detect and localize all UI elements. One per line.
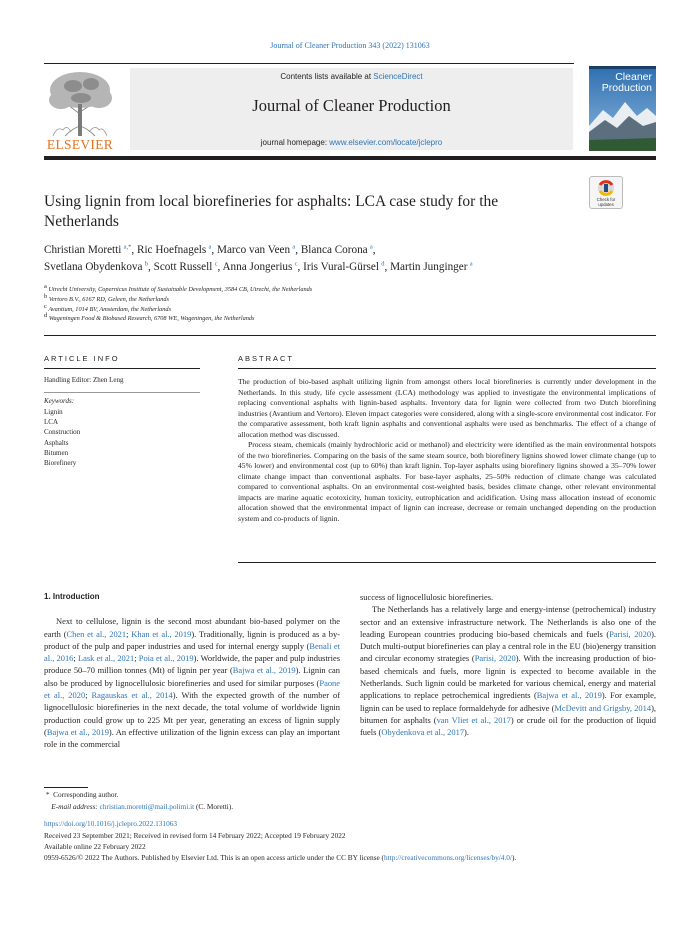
available-online-date: Available online 22 February 2022 — [44, 842, 146, 851]
abstract-divider-top — [238, 368, 656, 369]
cover-title-line2: Production — [601, 82, 652, 94]
masthead-divider — [44, 63, 574, 64]
affiliation-item: c Avantium, 1014 BV, Amsterdam, the Netherlands — [44, 302, 172, 313]
author-affiliation-marker[interactable]: a — [469, 260, 473, 268]
email-label: E-mail address: — [51, 802, 100, 811]
author[interactable]: Martin Junginger $^a$ — [390, 260, 473, 273]
citation-link[interactable]: Khan et al., 2019 — [131, 628, 192, 639]
keywords-heading: Keywords: — [44, 397, 75, 405]
contents-prefix: Contents lists available at — [280, 72, 374, 81]
citation-link[interactable]: Bajwa et al., 2019 — [536, 690, 602, 701]
citation-link[interactable]: Ragauskas et al., 2014 — [91, 690, 173, 701]
footnote-divider — [44, 787, 88, 788]
affiliation-item: a Utrecht University, Copernicus Institute of Sustainable Development, 3584 CB, Utrecht, the Netherlands — [44, 282, 313, 293]
license-statement: 0959-6526/© 2022 The Authors. Published by Elsevier Ltd. This is an open access article under the CC BY license (http://creativecommons.org/licenses/by/4.0/). — [44, 853, 517, 862]
article-info-divider — [44, 368, 200, 369]
elsevier-wordmark: ELSEVIER — [46, 137, 114, 152]
keyword-item: Construction — [44, 428, 81, 437]
contents-available-line — [130, 72, 573, 81]
article-info-divider — [44, 392, 200, 393]
body-paragraph: The Netherlands has a relatively large and energy-intense (petrochemical) industry sector and an extensive infrastructure network. The Netherlands is also one of the leading European countries producing bio-based chemicals and fuels (Parisi, 2020). Dutch multi-output biorefineries can play a central role in the EU (bio)energy transition and circular economy strategies (Parisi, 2020). With the increasing production of bio-based chemicals and fuels, more lignin is expected to become available in the Netherlands. Such lignin could be marketed for various chemical, energy and material applications to replace petrochemical ingredients (Bajwa et al., 2019). For example, lignin can be used to replace formaldehyde for adhesive (McDevitt and Grigsby, 2014), bitumen for asphalts (van Vliet et al., 2017) or crude oil for the production of liquid fuels (Obydenkova et al., 2017). — [360, 604, 657, 738]
check-for-updates-badge[interactable] — [589, 176, 623, 209]
keyword-item: Lignin — [44, 408, 63, 416]
article-title: Using lignin from local biorefineries for asphalts: LCA case study for the Netherlands — [44, 193, 499, 230]
author[interactable]: Blanca Corona $^a$ — [300, 243, 373, 256]
author[interactable]: Svetlana Obydenkova $^b$ — [44, 260, 148, 273]
affiliation-item: b Vertoro B.V., 6167 RD, Geleen, the Netherlands — [44, 292, 169, 303]
citation-link[interactable]: Poia et al., 2019 — [138, 653, 194, 664]
journal-homepage-line — [130, 138, 573, 147]
cover-title — [589, 72, 656, 94]
citation-link[interactable]: Parisi, 2020 — [474, 653, 516, 664]
doi-link[interactable]: https://doi.org/10.1016/j.jclepro.2022.131063 — [44, 819, 178, 828]
author-affiliation-marker[interactable]: b — [144, 260, 148, 268]
cover-title-line1: Cleaner — [615, 71, 652, 83]
journal-homepage-link[interactable]: www.elsevier.com/locate/jclepro — [329, 138, 443, 147]
article-info-heading: ARTICLE INFO — [44, 354, 120, 363]
author[interactable]: Scott Russell $^c$ — [153, 260, 218, 273]
handling-editor: Handling Editor: Zhen Leng — [44, 376, 124, 384]
body-column-left — [44, 591, 340, 751]
affiliation-item: d Wageningen Food & Biobased Research, 6708 WE, Wageningen, the Netherlands — [44, 312, 255, 323]
citation-link[interactable]: Chen et al., 2021 — [66, 628, 127, 639]
abstract-divider-bottom — [238, 562, 656, 563]
svg-text:updates: updates — [598, 202, 614, 207]
abstract-heading: ABSTRACT — [238, 354, 295, 363]
journal-name: Journal of Cleaner Production — [252, 96, 451, 115]
body-paragraph: Next to cellulose, lignin is the second most abundant bio-based polymer on the earth (Chen et al., 2021; Khan et al., 2019). Traditionally, lignin is produced as a by-product of the pulp and paper industries and used for internal energy supply (Benali et al., 2016; Lask et al., 2021; Poia et al., 2019). Worldwide, the paper and pulp industries produce 50–70 million tonnes (Mt) of lignin per year (Bajwa et al., 2019). Lignin can also be produced by lignocellulosic biorefineries and used for similar purposes (Paone et al., 2020; Ragauskas et al., 2014). With the expected growth of the number of lignocellulosic biorefineries in the next decade, the total volume of worldwide lignin production could grow up to 225 Mt per year, generating an excess of lignin supply (Bajwa et al., 2019). An effective utilization of the lignin excess can play an important role in the commercial — [44, 616, 340, 750]
email-link[interactable]: christian.moretti@mail.polimi.it — [99, 802, 195, 811]
homepage-prefix: journal homepage: — [260, 138, 330, 147]
keyword-item: Bitumen — [44, 448, 69, 457]
keyword-item: LCA — [44, 418, 58, 427]
body-paragraph: success of lignocellulosic biorefineries. — [360, 592, 494, 602]
keyword-item: Asphalts — [44, 438, 69, 447]
author[interactable]: Anna Jongerius $^c$ — [222, 260, 298, 273]
author-affiliation-marker[interactable]: a — [369, 243, 373, 251]
citation-link[interactable]: Paone et al., 2020 — [44, 677, 340, 701]
citation-link[interactable]: Bajwa et al., 2019 — [232, 665, 296, 676]
author-affiliation-marker[interactable]: a — [208, 243, 212, 251]
author-affiliation-marker[interactable]: c — [294, 260, 298, 268]
header-divider — [44, 335, 656, 336]
author[interactable]: Ric Hoefnagels $^a$ — [136, 243, 212, 256]
citation-link[interactable]: Lask et al., 2021 — [77, 653, 135, 664]
author-affiliation-marker[interactable]: a — [292, 243, 296, 251]
received-dates: Received 23 September 2021; Received in revised form 14 February 2022; Accepted 19 February 2022 — [44, 831, 346, 840]
citation-link[interactable]: Obydenkova et al., 2017 — [381, 727, 465, 738]
corresponding-author-footnote: * Corresponding author. E-mail address: christian.moretti@mail.polimi.it (C. Moretti). — [45, 790, 234, 811]
author-affiliation-marker[interactable]: d — [381, 260, 385, 268]
abstract-paragraph: The production of bio-based asphalt utilizing lignin from amongst others local biorefineries is currently under development in the Netherlands. In this study, life cycle assessment (LCA) methodology was applied to investigate the environmental implications of replacing conventional asphalts with lignin-based asphalts. Inventory data for lignin were collected from two Dutch biorefining industries (Avantium and Vertoro). Eleven impact categories were considered, along with a single-score environmental cost indicator. For the comparative assessment, both kraft lignin asphalts and conventional asphalts were used as benchmarks. The effect of a change of allocation method was discussed. — [238, 377, 656, 439]
author-affiliation-marker[interactable]: c — [214, 260, 218, 268]
author-affiliation-marker[interactable]: a,* — [123, 243, 132, 251]
sciencedirect-link[interactable]: ScienceDirect — [373, 72, 423, 81]
abstract-paragraph: Process steam, chemicals (mainly hydrochloric acid or methanol) and electricity were identified as the main environmental hotspots of the two biorefineries. Comparing on the basis of the same steam source, both biorefinery lignins showed lower climate change (up to 45% lower) and environmental cost (up to 60%) than kraft lignin. Top-layer asphalts using biorefinery lignins showed a 35–70% lower climate change impact than conventional asphalts. For base-layer asphalts, 25–50% reduction of climate change was calculated compared to conventional asphalts. On an environmental cost-weighted basis, besides climate change, other relevant environmental impacts are marine aquatic ecotoxicity, human toxicity, eutrophication and acidification. Using mass allocation instead of economic allocation showed that the environmental impact of lignin can increase, decrease or remain unchanged depending on the production system and co-products of lignin. — [238, 440, 656, 523]
masthead-thick-rule — [44, 156, 656, 160]
journal-citation[interactable]: Journal of Cleaner Production 343 (2022) 131063 — [270, 41, 430, 50]
author[interactable]: Christian Moretti $^{a,*}$ — [44, 243, 132, 256]
abstract-body — [238, 377, 656, 524]
svg-text:Check for: Check for — [596, 197, 616, 202]
citation-link[interactable]: McDevitt and Grigsby, 2014 — [554, 702, 652, 713]
citation-link[interactable]: Benali et al., 2016 — [44, 640, 340, 664]
author-list: Christian Moretti $^{a,*}$, Ric Hoefnagels $^a$, Marco van Veen $^a$, Blanca Corona $^a$, Svetlana Obydenkova $^b$, Scott Russell $^c$, Anna Jongerius $^c$, Iris Vural-Gürsel $^d$, Martin Junginger $^a$ — [44, 243, 473, 273]
section-heading: 1. Introduction — [44, 592, 100, 601]
citation-link[interactable]: Parisi, 2020 — [609, 628, 652, 639]
keyword-item: Biorefinery — [44, 459, 77, 468]
corresponding-marker: * — [45, 790, 50, 799]
affiliation-list — [44, 282, 656, 324]
keywords-list — [44, 407, 80, 468]
citation-link[interactable]: Bajwa et al., 2019 — [46, 726, 109, 737]
author[interactable]: Marco van Veen $^a$ — [217, 243, 296, 256]
body-column-right — [360, 591, 656, 739]
author[interactable]: Iris Vural-Gürsel $^d$ — [303, 260, 385, 273]
license-link[interactable]: http://creativecommons.org/licenses/by/4.0/ — [384, 853, 512, 862]
citation-link[interactable]: van Vliet et al., 2017 — [436, 714, 511, 725]
